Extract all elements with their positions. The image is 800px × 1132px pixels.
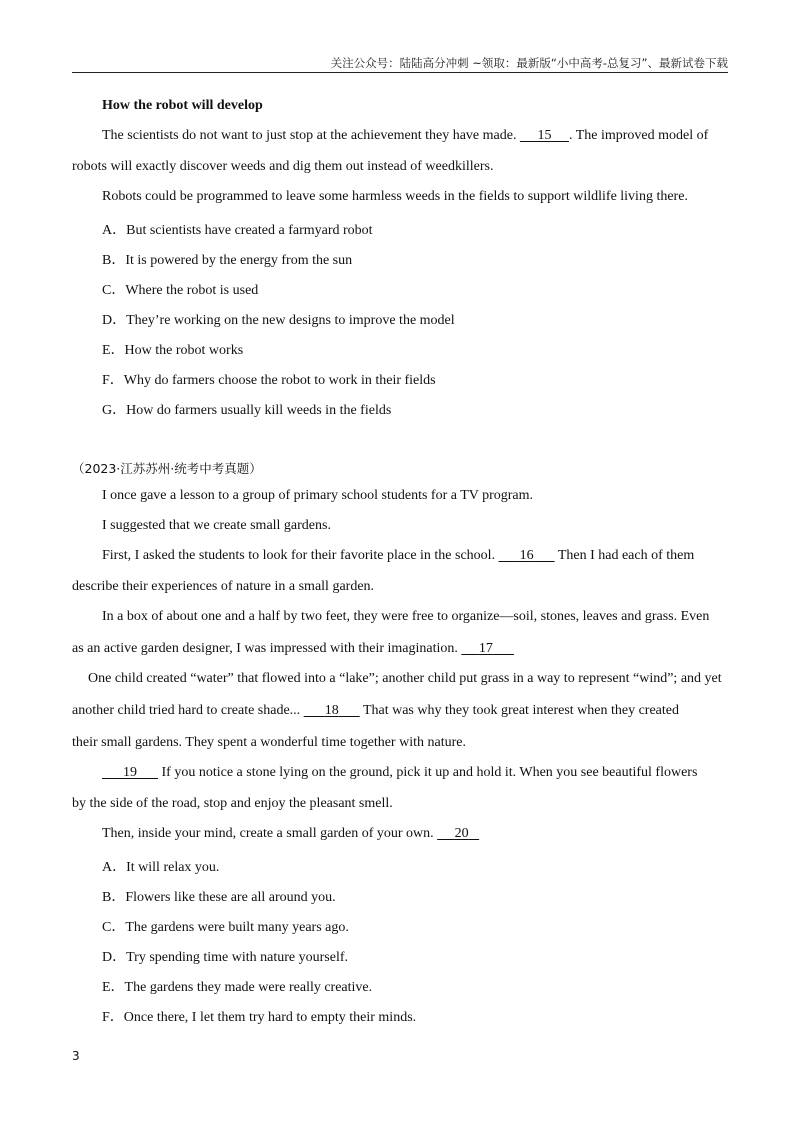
blank-19: 19 (123, 765, 137, 780)
text-span: robots will exactly discover weeds and dig them out instead of weedkillers. (72, 159, 494, 174)
paragraph-line (102, 826, 728, 842)
option-a: A．It will relax you. (102, 860, 220, 875)
paragraph-line: describe their experiences of nature in a small garden. (72, 579, 375, 594)
blank-18: 18 (324, 703, 339, 718)
page-header (72, 54, 728, 73)
text-span: as an active garden designer, I was impressed with their imagination. (72, 641, 458, 656)
blank-20: 20 (454, 826, 469, 841)
text-span: . The improved model of (568, 128, 709, 143)
option-b: B．Flowers like these are all around you. (102, 890, 336, 905)
text-span: another child tried hard to create shade... (72, 703, 301, 718)
paragraph-line: I once gave a lesson to a group of primary school students for a TV program. (102, 488, 534, 503)
blank-16: 16 (519, 548, 534, 563)
option-a: A．But scientists have created a farmyard robot (102, 223, 373, 238)
option-g: G．How do farmers usually kill weeds in the fields (102, 403, 392, 418)
paragraph-line (102, 128, 728, 144)
text-span: That was why they took great interest when they created (362, 703, 679, 718)
heading-text: How the robot will develop (102, 98, 263, 113)
paragraph-line (72, 641, 728, 657)
option-e: E．How the robot works (102, 343, 244, 358)
text-span: Then I had each of them (557, 548, 695, 563)
paragraph-line (102, 765, 728, 781)
header-text: 关注公众号：陆陆高分冲刺 ~领取：最新版“小中高考-总复习”、最新试卷下载 (330, 56, 728, 70)
source-label: （2023·江苏苏州·统考中考真题） (72, 461, 262, 476)
text-span: Robots could be programmed to leave some harmless weeds in the fields to support wildlife living there. (102, 189, 688, 204)
paragraph-line (72, 159, 728, 175)
page-number: 3 (72, 1049, 80, 1063)
paragraph-line: by the side of the road, stop and enjoy the pleasant smell. (72, 796, 393, 811)
blank-17: 17 (478, 641, 493, 656)
text-span: Then, inside your mind, create a small garden of your own. (102, 826, 434, 841)
paragraph-line: their small gardens. They spent a wonderful time together with nature. (72, 735, 466, 750)
option-d: D．They’re working on the new designs to improve the model (102, 313, 455, 328)
option-c: C．Where the robot is used (102, 283, 259, 298)
section-heading (102, 98, 728, 114)
option-d: D．Try spending time with nature yourself. (102, 950, 349, 965)
option-c: C．The gardens were built many years ago. (102, 920, 349, 935)
paragraph-line (72, 703, 728, 719)
paragraph-line (102, 189, 728, 205)
option-e: E．The gardens they made were really creative. (102, 980, 373, 995)
text-span: If you notice a stone lying on the ground, pick it up and hold it. When you see beautiful flowers (161, 765, 698, 780)
blank-15: 15 (537, 128, 552, 143)
option-f: F．Once there, I let them try hard to empty their minds. (102, 1010, 417, 1025)
paragraph-line: In a box of about one and a half by two feet, they were free to organize—soil, stones, leaves and grass. Even (102, 609, 710, 624)
paragraph-line: One child created “water” that flowed into a “lake”; another child put grass in a way to represent “wind”; and yet (88, 671, 722, 686)
option-f: F．Why do farmers choose the robot to work in their fields (102, 373, 436, 388)
paragraph-line: I suggested that we create small gardens. (102, 518, 331, 533)
option-b: B．It is powered by the energy from the sun (102, 253, 353, 268)
paragraph-line (102, 548, 728, 564)
text-span: First, I asked the students to look for their favorite place in the school. (102, 548, 496, 563)
text-span: The scientists do not want to just stop at the achievement they have made. (102, 128, 517, 143)
